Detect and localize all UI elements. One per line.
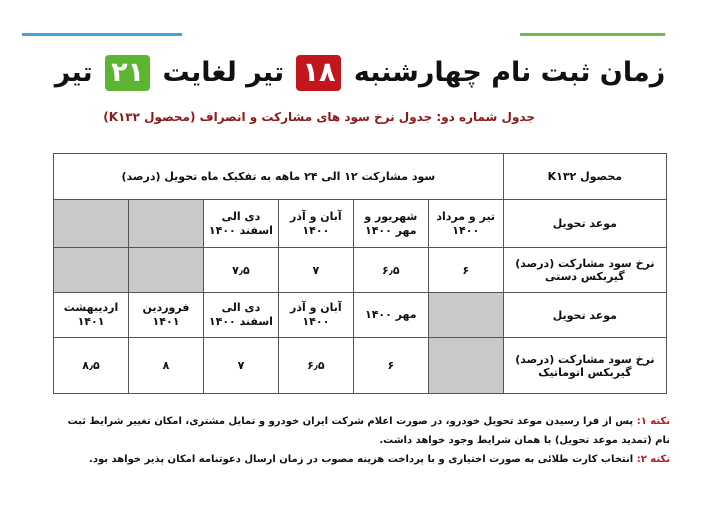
automatic-rate-1: ۶ <box>353 338 428 394</box>
note-1 <box>50 412 670 450</box>
automatic-delivery-label: موعد تحویل <box>503 293 666 338</box>
top-accent-line-blue <box>22 33 182 36</box>
note-2-text: انتخاب کارت طلائی به صورت اختیاری و با پرداخت هزینه مصوب در زمان ارسال دعوتنامه امکان پذیر خواهد بود. <box>89 454 634 465</box>
manual-rate-4: ۷٫۵ <box>203 248 278 293</box>
empty-gray-cell <box>428 293 503 338</box>
title-middle: تیر لغایت <box>162 57 285 88</box>
automatic-rate-label: نرخ سود مشارکت (درصد) گیربکس اتوماتیک <box>503 338 666 394</box>
manual-rate-2: ۶٫۵ <box>353 248 428 293</box>
notes-section <box>50 412 670 469</box>
automatic-rate-4: ۸ <box>129 338 204 394</box>
automatic-rate-2: ۶٫۵ <box>278 338 353 394</box>
manual-date-4: دی الی اسفند ۱۴۰۰ <box>203 200 278 248</box>
manual-date-2: شهریور و مهر ۱۴۰۰ <box>353 200 428 248</box>
page-title <box>0 52 720 94</box>
automatic-date-1: مهر ۱۴۰۰ <box>353 293 428 338</box>
manual-date-3: آبان و آذر ۱۴۰۰ <box>278 200 353 248</box>
title-prefix: زمان ثبت نام چهارشنبه <box>353 57 666 88</box>
table-description-cell: سود مشارکت ۱۲ الی ۲۴ ماهه به تفکیک ماه تحویل (درصد) <box>54 154 504 200</box>
note-2-tag: نکته ۲: <box>636 454 670 465</box>
empty-gray-cell <box>129 200 204 248</box>
product-name-cell: محصول K۱۳۲ <box>503 154 666 200</box>
empty-gray-cell <box>129 248 204 293</box>
empty-gray-cell <box>54 200 129 248</box>
automatic-date-5: اردیبهشت ۱۴۰۱ <box>54 293 129 338</box>
note-1-text: پس از فرا رسیدن موعد تحویل خودرو، در صورت اعلام شرکت ایران خودرو و تمایل مشتری، امکان تغییر شرایط ثبت نام (تمدید موعد تحویل) با همان شرایط وجود خواهد داشت. <box>67 416 670 446</box>
automatic-date-3: دی الی اسفند ۱۴۰۰ <box>203 293 278 338</box>
top-accent-line-green <box>520 33 665 36</box>
profit-rate-table <box>53 153 667 394</box>
automatic-date-2: آبان و آذر ۱۴۰۰ <box>278 293 353 338</box>
manual-rate-3: ۷ <box>278 248 353 293</box>
title-suffix: تیر <box>54 57 93 88</box>
manual-date-1: تیر و مرداد ۱۴۰۰ <box>428 200 503 248</box>
table-caption: جدول شماره دو: جدول نرخ سود های مشارکت و انصراف (محصول K۱۳۲) <box>103 110 535 124</box>
title-start-day-badge: ۱۸ <box>296 55 341 91</box>
automatic-rate-5: ۸٫۵ <box>54 338 129 394</box>
title-end-day-badge: ۲۱ <box>105 55 150 91</box>
manual-delivery-label: موعد تحویل <box>503 200 666 248</box>
automatic-date-4: فروردین ۱۴۰۱ <box>129 293 204 338</box>
note-1-tag: نکته ۱: <box>636 416 670 427</box>
manual-rate-label: نرخ سود مشارکت (درصد) گیربکس دستی <box>503 248 666 293</box>
automatic-rate-3: ۷ <box>203 338 278 394</box>
note-2 <box>50 450 670 469</box>
empty-gray-cell <box>54 248 129 293</box>
empty-gray-cell <box>428 338 503 394</box>
manual-rate-1: ۶ <box>428 248 503 293</box>
